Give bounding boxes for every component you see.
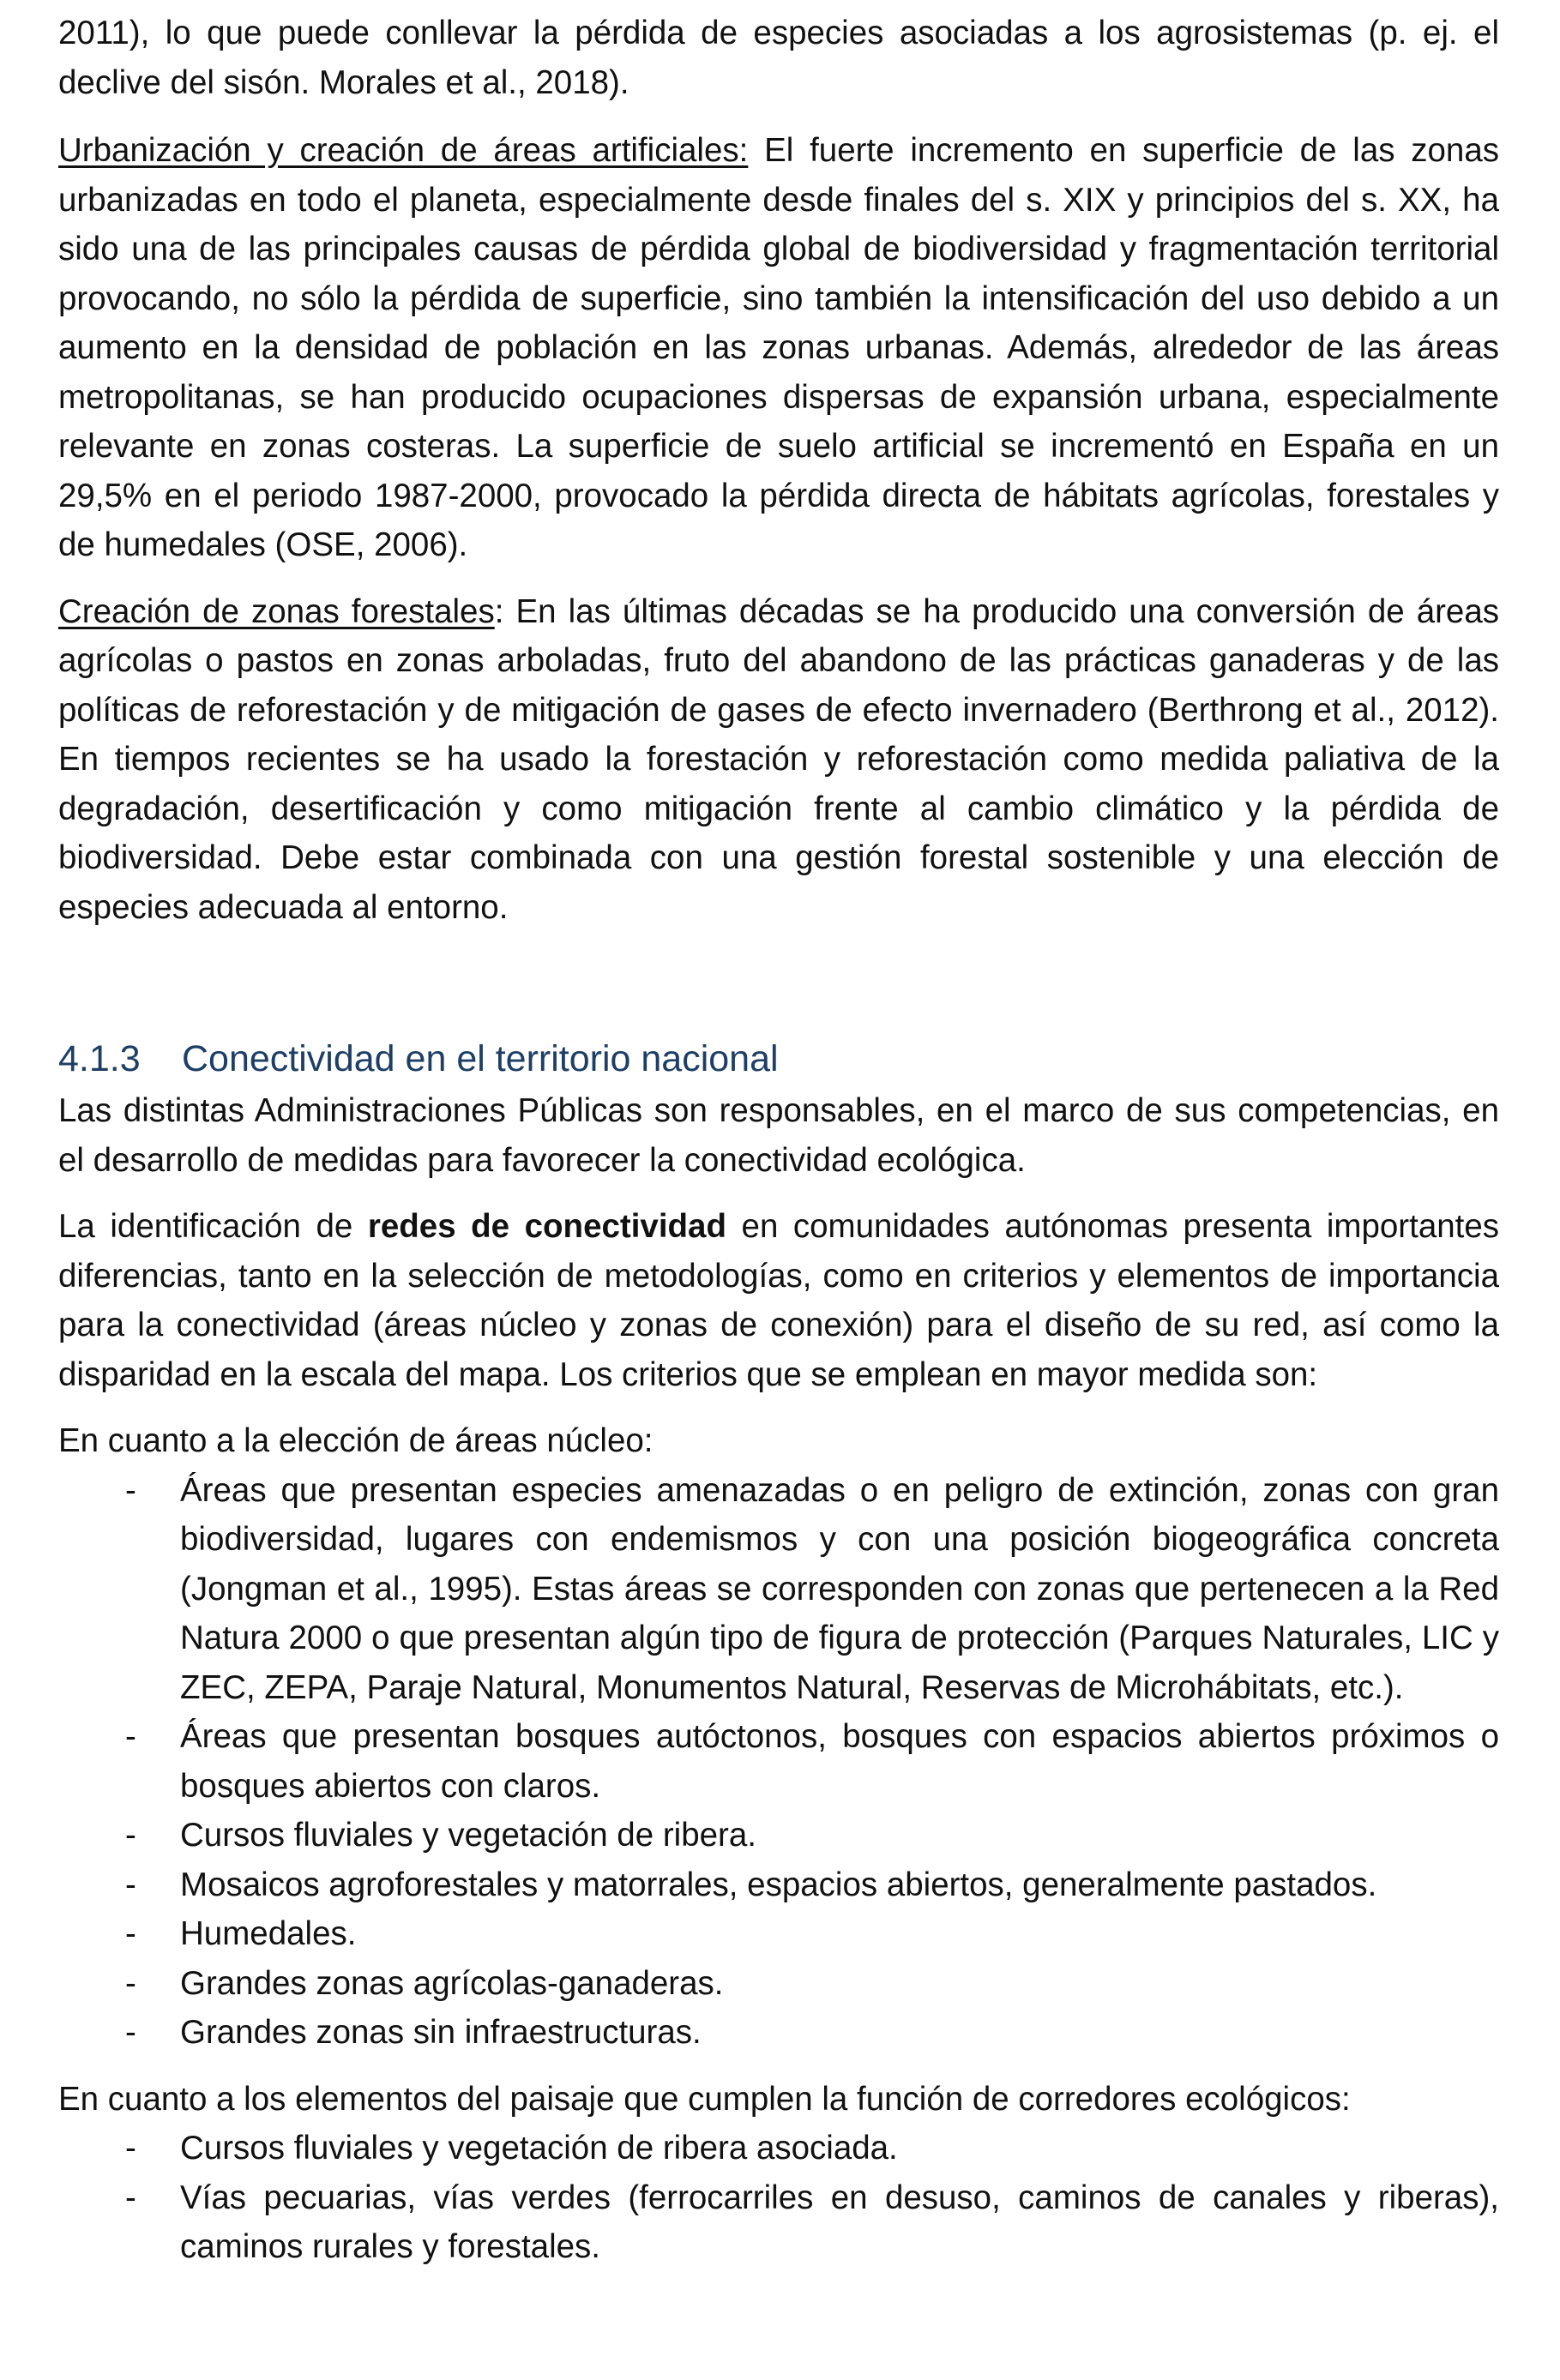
redes-text-after: en comunidades autónomas presenta importantes diferencias, tanto en la selección de metodologías, como en criterios y elementos de importancia para la conectividad (áreas núcleo y zonas de conexión) para el diseño de su red, así como la disparidad en la escala del mapa. Los criterios que se emplean en mayor medida son: [58, 1208, 1500, 1393]
dash-bullet: - [125, 1915, 136, 1952]
nucleo-intro: En cuanto a la elección de áreas núcleo: [58, 1422, 654, 1459]
corredores-intro: En cuanto a los elementos del paisaje que cumplen la función de corredores ecológicos: [58, 2080, 1351, 2118]
list-item [58, 1466, 1499, 1713]
redes-text-before: La identificación de [58, 1208, 368, 1245]
paragraph-continuation: 2011), lo que puede conllevar la pérdida de especies asociadas a los agrosistemas (p. ej. el declive del sisón. Morales et al., 2018). [58, 15, 1499, 101]
forestales-title: Creación de zonas forestales [58, 592, 495, 630]
redes-bold: redes de conectividad [367, 1208, 726, 1245]
dash-bullet: - [125, 1964, 136, 2002]
list-item-text: Cursos fluviales y vegetación de ribera. [180, 1817, 756, 1854]
urbanizacion-text: El fuerte incremento en superficie de las zonas urbanizadas en todo el planeta, especialmente desde finales del s. XIX y principios del s. XX, ha sido una de las principales causas de pérdida global de biodiversidad y fragmentación territorial provocando, no sólo la pérdida de superficie, sino también la intensificación del uso debido a un aumento en la densidad de población en las zonas urbanas. Además, alrededor de las áreas metropolitanas, se han producido ocupaciones dispersas de expansión urbana, especialmente relevante en zonas costeras. La superficie de suelo artificial se incrementó en España en un 29,5% en el periodo 1987-2000, provocado la pérdida directa de hábitats agrícolas, forestales y de humedales (OSE, 2006). [58, 132, 1499, 563]
list-item-text: Áreas que presentan especies amenazadas o en peligro de extinción, zonas con gran biodiversidad, lugares con endemismos y con una posición biogeográfica concreta (Jongman et al., 1995). Estas áreas se corresponden con zonas que pertenecen a la Red Natura 2000 o que presentan algún tipo de figura de protección (Parques Naturales, LIC y ZEC, ZEPA, Paraje Natural, Monumentos Natural, Reservas de Microhábitats, etc.). [180, 1471, 1499, 1706]
list-item-text: Grandes zonas agrícolas-ganaderas. [180, 1964, 724, 2002]
nucleo-list [58, 1466, 1499, 2058]
list-item-text: Vías pecuarias, vías verdes (ferrocarriles en desuso, caminos de canales y riberas), caminos rurales y forestales. [180, 2179, 1499, 2265]
list-item-text: Áreas que presentan bosques autóctonos, bosques con espacios abiertos próximos o bosques abiertos con claros. [180, 1718, 1499, 1805]
section-title: Conectividad en el territorio nacional [182, 1038, 779, 1079]
dash-bullet: - [125, 1718, 136, 1755]
dash-bullet: - [125, 2179, 136, 2216]
list-item-text: Grandes zonas sin infraestructuras. [180, 2014, 702, 2051]
list-item [58, 2008, 1499, 2058]
dash-bullet: - [125, 1471, 136, 1509]
corredores-list [58, 2124, 1499, 2272]
list-item-text: Humedales. [180, 1915, 357, 1952]
list-item [58, 1811, 1499, 1860]
section-heading-wrap [58, 1031, 1499, 1086]
section-number: 4.1.3 [58, 1038, 141, 1079]
dash-bullet: - [125, 2014, 136, 2051]
forestales-text: : En las últimas décadas se ha producido una conversión de áreas agrícolas o pastos en zonas arboladas, fruto del abandono de las prácticas ganaderas y de las políticas de reforestación y de mitigación de gases de efecto invernadero (Berthrong et al., 2012). En tiempos recientes se ha usado la forestación y reforestación como medida paliativa de la degradación, desertificación y como mitigación frente al cambio climático y la pérdida de biodiversidad. Debe estar combinada con una gestión forestal sostenible y una elección de especies adecuada al entorno. [58, 592, 1500, 926]
dash-bullet: - [125, 2130, 136, 2167]
list-item-text: Cursos fluviales y vegetación de ribera asociada. [180, 2130, 898, 2167]
list-item [58, 1712, 1499, 1811]
paragraph-urbanizacion [58, 126, 1499, 570]
list-item [58, 1860, 1499, 1910]
document-page [58, 9, 1499, 2272]
urbanizacion-title: Urbanización y creación de áreas artificiales: [58, 132, 749, 169]
paragraph-administraciones: Las distintas Administraciones Públicas son responsables, en el marco de sus competencias, en el desarrollo de medidas para favorecer la conectividad ecológica. [58, 1092, 1499, 1179]
list-item [58, 2124, 1499, 2173]
list-item [58, 1909, 1499, 1959]
paragraph-redes [58, 1202, 1499, 1399]
dash-bullet: - [125, 1817, 136, 1854]
dash-bullet: - [125, 1866, 136, 1903]
paragraph-forestales [58, 587, 1499, 933]
list-item-text: Mosaicos agroforestales y matorrales, espacios abiertos, generalmente pastados. [180, 1866, 1377, 1903]
section-heading [58, 1031, 1499, 1086]
list-item [58, 2173, 1499, 2272]
list-item [58, 1959, 1499, 2009]
